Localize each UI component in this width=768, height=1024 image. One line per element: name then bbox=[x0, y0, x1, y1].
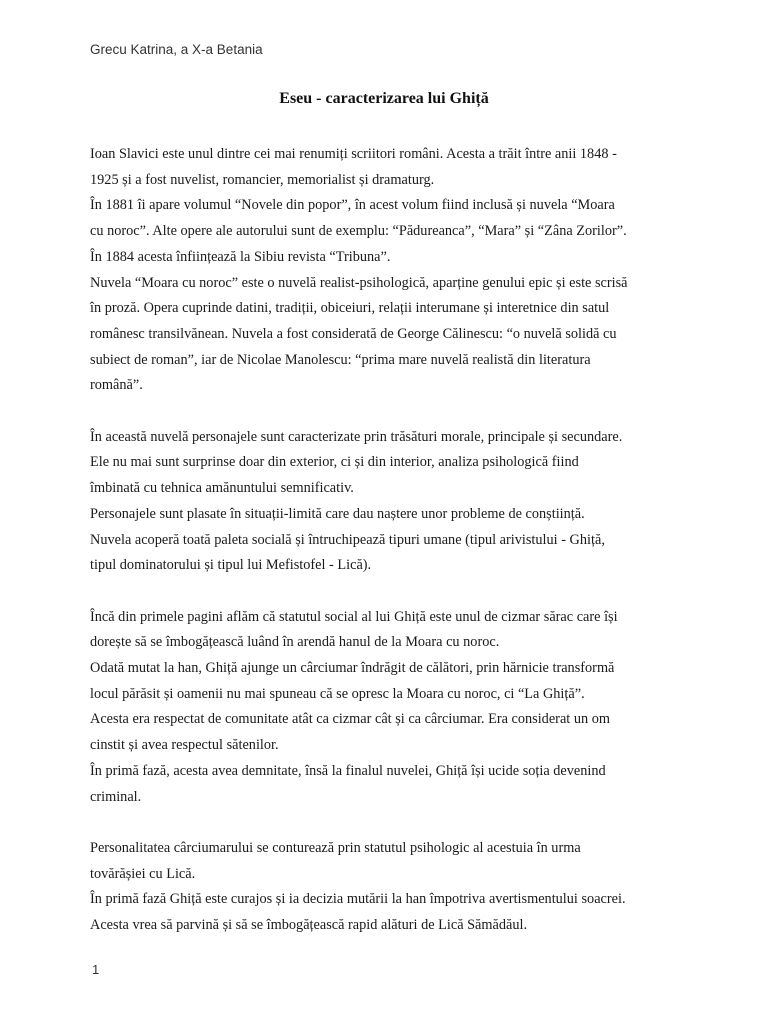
text-line: Nuvela “Moara cu noroc” este o nuvelă realist-psihologică, aparține genului epic și este scrisă bbox=[90, 274, 628, 291]
text-line: Acesta vrea să parvină și să se îmbogățească rapid alături de Lică Sămădăul. bbox=[90, 917, 528, 934]
text-line: În această nuvelă personajele sunt caracterizate prin trăsături morale, principale și secundare. bbox=[90, 428, 623, 445]
paragraph-3 bbox=[90, 605, 680, 811]
text-line: Acesta era respectat de comunitate atât ca cizmar cât și ca cârciumar. Era considerat un om bbox=[90, 711, 610, 728]
page-header-author: Grecu Katrina, a X-a Betania bbox=[90, 42, 263, 57]
document-body bbox=[90, 142, 680, 939]
text-line: română”. bbox=[90, 377, 143, 394]
text-line: În primă fază, acesta avea demnitate, însă la finalul nuvelei, Ghiță își ucide soția devenind bbox=[90, 762, 606, 779]
text-line: subiect de roman”, iar de Nicolae Manolescu: “prima mare nuvelă realistă din literatura bbox=[90, 351, 591, 368]
text-line: Ele nu mai sunt surprinse doar din exterior, ci și din interior, analiza psihologică fiind bbox=[90, 454, 579, 471]
page-number: 1 bbox=[92, 962, 100, 977]
text-line: îmbinată cu tehnica amănuntului semnificativ. bbox=[90, 480, 354, 497]
text-line: în proză. Opera cuprinde datini, tradiții, obiceiuri, relații interumane și interetnice din satul bbox=[90, 300, 610, 317]
text-line: locul părăsit și oamenii nu mai spuneau că se opresc la Moara cu noroc, ci “La Ghiță”. bbox=[90, 685, 585, 702]
text-line: Nuvela acoperă toată paleta socială și întruchipează tipuri umane (tipul arivistului - Ghiță, bbox=[90, 531, 605, 548]
text-line: cinstit și avea respectul sătenilor. bbox=[90, 737, 279, 754]
text-line: cu noroc”. Alte opere ale autorului sunt de exemplu: “Pădureanca”, “Mara” și “Zâna Zorilor”. bbox=[90, 223, 627, 240]
text-line: criminal. bbox=[90, 788, 142, 805]
text-line: În primă fază Ghiță este curajos și ia decizia mutării la han împotriva avertismentului soacrei. bbox=[90, 891, 626, 908]
text-line: În 1881 îi apare volumul “Novele din popor”, în acest volum fiind inclusă și nuvela “Moara bbox=[90, 197, 615, 214]
paragraph-1 bbox=[90, 142, 680, 399]
text-line: tovărășiei cu Lică. bbox=[90, 865, 196, 882]
document-title: Eseu - caracterizarea lui Ghiță bbox=[279, 90, 489, 107]
text-line: dorește să se îmbogățească luând în arendă hanul de la Moara cu noroc. bbox=[90, 634, 500, 651]
text-line: În 1884 acesta înființează la Sibiu revista “Tribuna”. bbox=[90, 248, 391, 265]
paragraph-4 bbox=[90, 836, 680, 939]
text-line: Odată mutat la han, Ghiță ajunge un cârciumar îndrăgit de călători, prin hărnicie transformă bbox=[90, 660, 615, 677]
text-line: Personalitatea cârciumarului se conturează prin statutul psihologic al acestuia în urma bbox=[90, 839, 581, 856]
text-line: Încă din primele pagini aflăm că statutul social al lui Ghiță este unul de cizmar sărac care își bbox=[90, 608, 618, 625]
text-line: românesc transilvănean. Nuvela a fost considerată de George Călinescu: “o nuvelă solidă cu bbox=[90, 325, 617, 342]
text-line: 1925 și a fost nuvelist, romancier, memorialist și dramaturg. bbox=[90, 171, 435, 188]
paragraph-2 bbox=[90, 425, 680, 579]
text-line: tipul dominatorului și tipul lui Mefistofel - Lică). bbox=[90, 557, 372, 574]
text-line: Ioan Slavici este unul dintre cei mai renumiți scriitori români. Acesta a trăit între anii 1848 - bbox=[90, 146, 617, 162]
text-line: Personajele sunt plasate în situații-limită care dau naștere unor probleme de conștiință. bbox=[90, 505, 585, 522]
